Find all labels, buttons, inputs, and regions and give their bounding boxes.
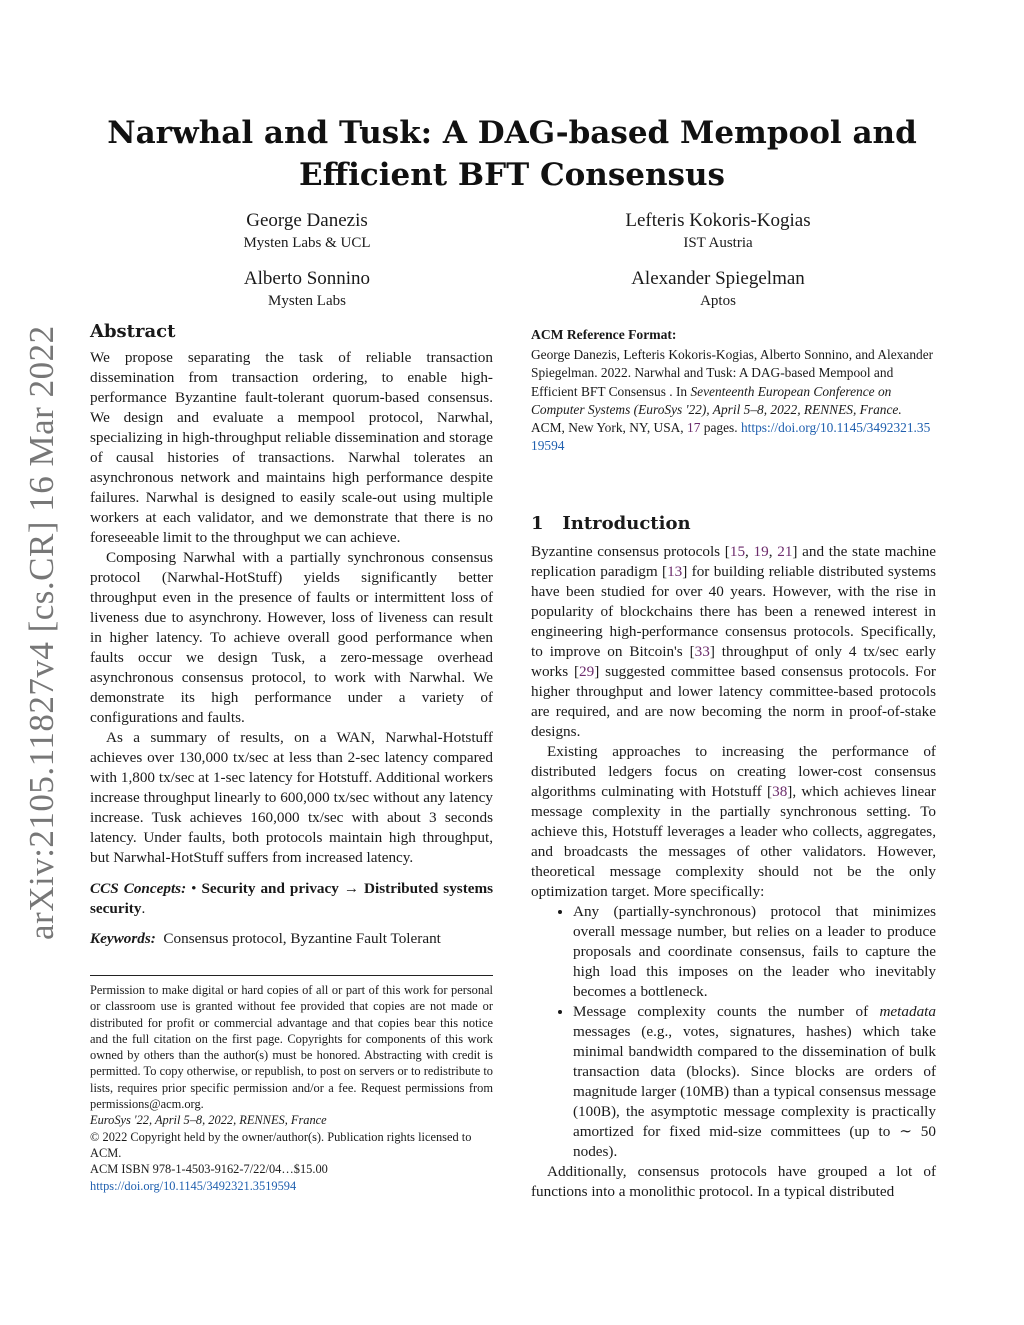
abstract-paragraph: Composing Narwhal with a partially synchronous consensus protocol (Narwhal-HotStuff) yields significantly better throughput even in the presence of faults or intermittent loss of liveness due to asynchrony. However, loss of liveness can result in higher latency. To achieve overall good performance when faults occur we design Tusk, a zero-message overhead asynchronous consensus protocol, to work with Narwhal. We demonstrate its high performance under a variety of configurations and faults. (90, 549, 493, 726)
acm-ref-venue: Seventeenth European Conference on Computer Systems (EuroSys '22), April 5–8, 2022, RENNES, France. (531, 383, 902, 417)
copyright-line: © 2022 Copyright held by the owner/author(s). Publication rights licensed to ACM. (90, 1129, 472, 1160)
text: Byzantine consensus protocols [ (531, 543, 730, 560)
list-item: • Any (partially-synchronous) protocol that minimizes overall message number, but relies on a leader to produce proposals and coordinate consensus, fails to capture the high load this imposes on the leader who inevitably becomes a bottleneck. (573, 902, 936, 1002)
emphasis: metadata (879, 1003, 936, 1020)
ccs-concepts (90, 879, 493, 919)
intro-paragraph: Byzantine consensus protocols [15, 19, 21] and the state machine replication paradigm [13] for building reliable distributed systems have been studied for over 40 years. However, with the rise in popularity of blockchains there has been a renewed interest in engineering high-performance consensus protocols. Specifically, to improve on Bitcoin's [33] throughput of only 4 tx/sec early works [29] suggested committee based consensus protocols. For higher throughput and lower latency committee-based protocols are required, and are now becoming the norm in proof-of-stake designs. (531, 543, 937, 740)
isbn-line: ACM ISBN 978-1-4503-9162-7/22/04…$15.00 (90, 1162, 328, 1177)
text: ], which achieves linear message complexity in the partially synchronous setting. To achieve this, Hotstuff leverages a leader who collects, aggregates, and broadcasts the messages of other validators. However, theoretical message complexity should not be the only optimization target. More specifically: (531, 783, 936, 900)
acm-reference-text (531, 346, 936, 455)
ccs-bullet: • (191, 880, 197, 897)
author-block (157, 267, 457, 311)
keywords-text: Consensus protocol, Byzantine Fault Tolerant (163, 930, 441, 947)
acm-ref-text: George Danezis, Lefteris Kokoris-Kogias, Alberto Sonnino, and Alexander Spiegelman. 2022. Narwhal and Tusk: A DAG-based Mempool and Efficient BFT Consensus . In (531, 347, 934, 399)
intro-paragraph (531, 742, 936, 902)
acm-ref-text: ACM, New York, NY, USA, (531, 420, 688, 436)
text: ] throughput of only 4 tx/sec early works [ (531, 643, 936, 680)
author-affiliation: Mysten Labs & UCL (243, 235, 371, 251)
ccs-label: CCS Concepts: (90, 880, 187, 897)
text: Existing approaches to increasing the performance of distributed ledgers focus on creating lower-cost consensus algorithms culminating with Hotstuff [ (531, 743, 936, 800)
citation-link[interactable]: 15 (729, 543, 746, 560)
author-name: Alberto Sonnino (243, 268, 371, 289)
arxiv-identifier: arXiv:2105.11827v4 [cs.CR] 16 Mar 2022 (22, 325, 61, 940)
keywords (90, 929, 493, 949)
intro-heading (531, 514, 936, 534)
citation-link[interactable]: 19 (753, 543, 769, 560)
text: ] suggested committee based consensus protocols. For higher throughput and lower latency committee-based protocols are required, and are now becoming the norm in proof-of-stake designs. (531, 663, 936, 740)
permission-text: Permission to make digital or hard copies of all or part of this work for personal or classroom use is granted without fee provided that copies are not made or distributed for profit or commercial advantage and that copies bear this notice and the full citation on the first page. Copyrights for components of this work owned by others than the author(s) must be honored. Abstracting with credit is permitted. To copy otherwise, or republish, to post on servers or to redistribute to lists, requires prior specific permission and/or a fee. Request permissions from permissions@acm.org. (90, 983, 493, 1112)
ccs-concept: Security and privacy (201, 880, 339, 897)
acm-ref-pages[interactable]: 17 (687, 420, 701, 436)
author-block (568, 209, 868, 253)
paper-title (0, 112, 1024, 196)
citation-link[interactable]: 33 (694, 643, 710, 660)
title-line-2: Efficient BFT Consensus (299, 157, 725, 193)
text: Message complexity counts the number of (573, 1003, 880, 1020)
acm-ref-text: pages. (700, 420, 741, 436)
ccs-subconcept: Distributed systems security (90, 880, 494, 917)
author-affiliation: Aptos (700, 293, 736, 309)
citation-link[interactable]: 29 (579, 663, 595, 680)
text: messages (e.g., votes, signatures, hashes) which take minimal bandwidth compared to the dissemination of bulk transaction data (blocks). Since blocks are orders of magnitude larger (10MB) than a typical consensus message (100B), the asymptotic message complexity is practically amortized for fixed mid-size committees (up to ∼ 50 nodes). (573, 1023, 936, 1160)
acm-reference (531, 326, 936, 455)
author-block (568, 267, 868, 311)
keywords-label: Keywords: (90, 930, 156, 947)
author-affiliation: Mysten Labs (268, 293, 346, 309)
intro-paragraph: Additionally, consensus protocols have grouped a lot of functions into a monolithic protocol. In a typical distributed (531, 1163, 936, 1200)
section-number: 1 (531, 513, 544, 534)
left-column (90, 322, 493, 949)
footnote-divider (90, 975, 493, 976)
author-block (157, 209, 457, 253)
permission-block (90, 982, 493, 1194)
citation-link[interactable]: 38 (772, 783, 788, 800)
introduction-section (531, 514, 936, 1202)
section-title: Introduction (562, 513, 691, 534)
text: ] and the state machine replication paradigm [ (531, 543, 937, 580)
list-item (573, 1002, 936, 1162)
doi-link[interactable]: https://doi.org/10.1145/3492321.3519594 (90, 1178, 297, 1193)
citation-link[interactable]: 13 (667, 563, 683, 580)
abstract-heading: Abstract (90, 321, 176, 342)
author-name: Alexander Spiegelman (631, 268, 805, 289)
venue-line: EuroSys '22, April 5–8, 2022, RENNES, France (90, 1113, 327, 1128)
author-name: Lefteris Kokoris-Kogias (625, 210, 811, 231)
abstract-paragraph: As a summary of results, on a WAN, Narwhal-Hotstuff achieves over 130,000 tx/sec at less than 2-sec latency compared with 1,800 tx/sec at 1-sec latency for Hotstuff. Additional workers increase throughput linearly to 600,000 tx/sec without any latency increase. Tusk achieves 160,000 tx/sec with about 3 seconds latency. Under faults, both protocols maintain high throughput, but Narwhal-HotStuff suffers from increased latency. (90, 729, 493, 866)
arrow-icon: → (343, 880, 360, 897)
abstract-paragraph: We propose separating the task of reliable transaction dissemination from transaction ordering, to enable high-performance Byzantine fault-tolerant quorum-based consensus. We design and evaluate a mempool protocol, Narwhal, specializing in high-throughput reliable dissemination and storage of causal histories of transactions. Narwhal tolerates an asynchronous network and maintains high performance despite failures. Narwhal is designed to easily scale-out using multiple workers at each validator, and we demonstrate that there is no foreseeable limit to the throughput we can achieve. (90, 349, 493, 546)
title-line-1: Narwhal and Tusk: A DAG-based Mempool and (107, 115, 917, 151)
author-affiliation: IST Austria (683, 235, 753, 251)
acm-ref-doi-link[interactable]: https://doi.org/10.1145/3492321.3519594 (531, 420, 931, 454)
text: ] for building reliable distributed systems have been studied for over 40 years. However, with the rise in popularity of blockchains there has been a renewed interest in engineering high-performance consensus protocols. Specifically, to improve on Bitcoin's [ (531, 563, 936, 660)
citation-link[interactable]: 21 (777, 543, 793, 560)
intro-bullet-list (531, 902, 936, 1162)
acm-reference-heading: ACM Reference Format: (531, 327, 677, 342)
author-name: George Danezis (246, 210, 368, 231)
ccs-end: . (141, 900, 146, 917)
